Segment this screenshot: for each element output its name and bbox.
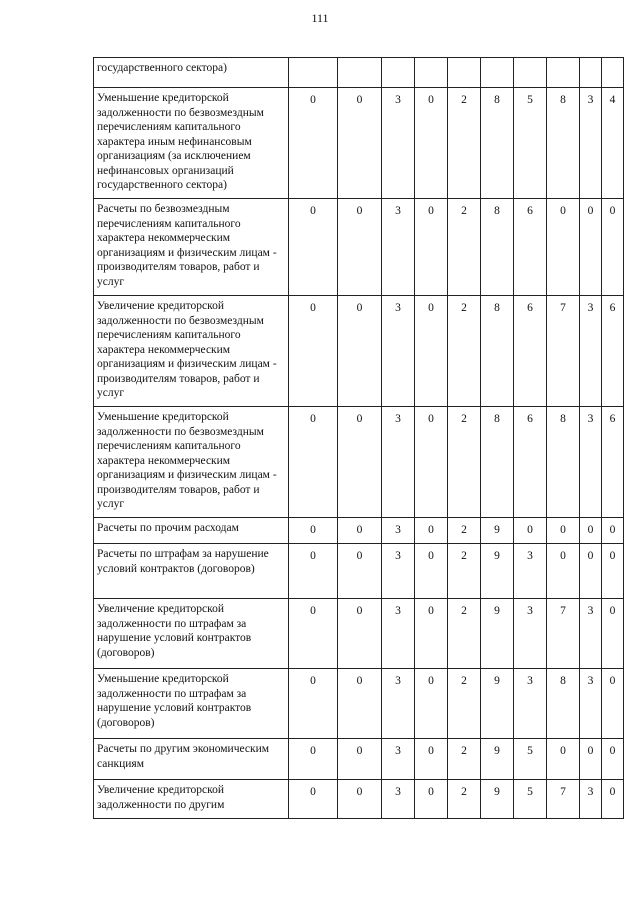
code-digit-cell: 0 (415, 544, 448, 599)
table-row (94, 669, 624, 739)
code-digit-cell: 0 (338, 296, 382, 407)
table-row (94, 544, 624, 599)
page-number: 111 (311, 11, 329, 25)
code-digit-cell: 0 (547, 518, 580, 544)
row-label: Увеличение кредиторской задолженности по штрафам за нарушение условий контрактов (договоров) (94, 599, 289, 669)
code-digit-cell: 0 (289, 199, 338, 296)
code-digit-cell: 3 (382, 739, 415, 780)
row-label: Увеличение кредиторской задолженности по другим (94, 780, 289, 819)
code-digit-cell: 3 (382, 544, 415, 599)
code-digit-cell (580, 58, 602, 88)
code-digit-cell: 0 (289, 296, 338, 407)
table-row (94, 58, 624, 88)
code-digit-cell: 0 (602, 518, 624, 544)
code-digit-cell: 8 (481, 199, 514, 296)
code-digit-cell: 3 (514, 544, 547, 599)
table-row (94, 518, 624, 544)
code-digit-cell: 0 (289, 669, 338, 739)
code-digit-cell: 0 (338, 88, 382, 199)
code-digit-cell: 0 (580, 518, 602, 544)
code-digit-cell: 0 (580, 544, 602, 599)
code-digit-cell (289, 58, 338, 88)
table-row (94, 599, 624, 669)
code-digit-cell: 3 (580, 88, 602, 199)
code-digit-cell: 9 (481, 669, 514, 739)
code-digit-cell: 2 (448, 518, 481, 544)
code-digit-cell: 0 (415, 518, 448, 544)
row-label: Расчеты по штрафам за нарушение условий контрактов (договоров) (94, 544, 289, 599)
table-row (94, 296, 624, 407)
code-digit-cell: 3 (382, 780, 415, 819)
code-digit-cell: 0 (580, 199, 602, 296)
code-digit-cell: 0 (415, 199, 448, 296)
code-digit-cell: 0 (289, 780, 338, 819)
code-digit-cell: 0 (338, 780, 382, 819)
table-body (94, 58, 624, 819)
code-digit-cell: 0 (289, 544, 338, 599)
code-digit-cell: 9 (481, 599, 514, 669)
code-digit-cell: 3 (580, 407, 602, 518)
code-digit-cell: 0 (547, 199, 580, 296)
code-digit-cell (602, 58, 624, 88)
code-digit-cell: 9 (481, 739, 514, 780)
code-digit-cell: 3 (382, 669, 415, 739)
code-digit-cell: 0 (289, 407, 338, 518)
table-row (94, 407, 624, 518)
code-digit-cell: 8 (547, 407, 580, 518)
table-row (94, 88, 624, 199)
code-digit-cell: 6 (602, 296, 624, 407)
code-digit-cell: 3 (580, 780, 602, 819)
code-digit-cell: 2 (448, 199, 481, 296)
table-row (94, 780, 624, 819)
code-digit-cell: 0 (602, 780, 624, 819)
code-digit-cell: 0 (602, 739, 624, 780)
row-label: Уменьшение кредиторской задолженности по безвозмездным перечислениям капитального характера некоммерческим организациям и физическим лицам - производителям товаров, работ и услуг (94, 407, 289, 518)
code-digit-cell: 4 (602, 88, 624, 199)
code-digit-cell: 2 (448, 544, 481, 599)
code-digit-cell: 3 (382, 199, 415, 296)
code-digit-cell: 8 (481, 88, 514, 199)
code-digit-cell: 8 (547, 669, 580, 739)
code-digit-cell: 0 (514, 518, 547, 544)
code-digit-cell: 0 (338, 544, 382, 599)
code-digit-cell: 0 (289, 599, 338, 669)
code-digit-cell: 0 (289, 88, 338, 199)
code-digit-cell: 0 (338, 599, 382, 669)
code-digit-cell: 9 (481, 518, 514, 544)
code-digit-cell: 7 (547, 780, 580, 819)
row-label: Уменьшение кредиторской задолженности по безвозмездным перечислениям капитального характера иным нефинансовым организациям (за исключением нефинансовых организаций государственного сектора) (94, 88, 289, 199)
code-digit-cell (547, 58, 580, 88)
row-label: Расчеты по прочим расходам (94, 518, 289, 544)
code-digit-cell: 9 (481, 544, 514, 599)
code-digit-cell: 6 (514, 199, 547, 296)
code-digit-cell: 2 (448, 296, 481, 407)
code-digit-cell: 3 (580, 669, 602, 739)
code-digit-cell: 3 (382, 518, 415, 544)
code-digit-cell: 0 (338, 518, 382, 544)
row-label: Расчеты по другим экономическим санкциям (94, 739, 289, 780)
code-digit-cell: 3 (382, 407, 415, 518)
code-digit-cell (448, 58, 481, 88)
code-digit-cell: 0 (415, 88, 448, 199)
code-digit-cell: 6 (602, 407, 624, 518)
code-digit-cell: 3 (514, 599, 547, 669)
code-digit-cell: 3 (382, 88, 415, 199)
code-digit-cell: 0 (602, 599, 624, 669)
code-digit-cell: 2 (448, 739, 481, 780)
code-digit-cell: 0 (338, 199, 382, 296)
code-digit-cell: 0 (338, 407, 382, 518)
row-label: Увеличение кредиторской задолженности по безвозмездным перечислениям капитального характера некоммерческим организациям и физическим лицам - производителям товаров, работ и услуг (94, 296, 289, 407)
code-digit-cell: 2 (448, 780, 481, 819)
code-digit-cell: 8 (481, 296, 514, 407)
code-digit-cell: 3 (382, 296, 415, 407)
code-digit-cell: 0 (547, 544, 580, 599)
code-digit-cell: 0 (415, 296, 448, 407)
code-digit-cell: 0 (338, 739, 382, 780)
code-digit-cell: 2 (448, 407, 481, 518)
code-digit-cell: 5 (514, 88, 547, 199)
row-label: Расчеты по безвозмездным перечислениям капитального характера некоммерческим организациям и физическим лицам - производителям товаров, работ и услуг (94, 199, 289, 296)
code-digit-cell: 0 (415, 669, 448, 739)
code-digit-cell: 0 (415, 599, 448, 669)
code-digit-cell (338, 58, 382, 88)
code-digit-cell (382, 58, 415, 88)
code-digit-cell: 8 (547, 88, 580, 199)
code-digit-cell: 3 (580, 599, 602, 669)
code-digit-cell: 0 (580, 739, 602, 780)
code-digit-cell: 5 (514, 739, 547, 780)
code-digit-cell: 0 (338, 669, 382, 739)
code-digit-cell: 0 (602, 199, 624, 296)
code-digit-cell: 0 (289, 518, 338, 544)
row-label: государственного сектора) (94, 58, 289, 88)
code-digit-cell: 0 (415, 407, 448, 518)
code-digit-cell: 0 (415, 780, 448, 819)
code-digit-cell (481, 58, 514, 88)
code-digit-cell: 2 (448, 669, 481, 739)
code-digit-cell: 0 (602, 669, 624, 739)
code-digit-cell: 2 (448, 599, 481, 669)
table-row (94, 199, 624, 296)
code-digit-cell: 2 (448, 88, 481, 199)
code-digit-cell: 6 (514, 407, 547, 518)
code-digit-cell: 6 (514, 296, 547, 407)
code-digit-cell: 7 (547, 296, 580, 407)
code-digit-cell: 0 (602, 544, 624, 599)
row-label: Уменьшение кредиторской задолженности по штрафам за нарушение условий контрактов (договоров) (94, 669, 289, 739)
code-digit-cell: 9 (481, 780, 514, 819)
code-digit-cell: 3 (382, 599, 415, 669)
code-digit-cell: 3 (580, 296, 602, 407)
code-digit-cell: 0 (415, 739, 448, 780)
table-row (94, 739, 624, 780)
code-digit-cell: 0 (289, 739, 338, 780)
code-digit-cell: 8 (481, 407, 514, 518)
accounts-table (93, 57, 624, 819)
code-digit-cell: 3 (514, 669, 547, 739)
code-digit-cell (415, 58, 448, 88)
code-digit-cell: 7 (547, 599, 580, 669)
code-digit-cell (514, 58, 547, 88)
code-digit-cell: 0 (547, 739, 580, 780)
code-digit-cell: 5 (514, 780, 547, 819)
